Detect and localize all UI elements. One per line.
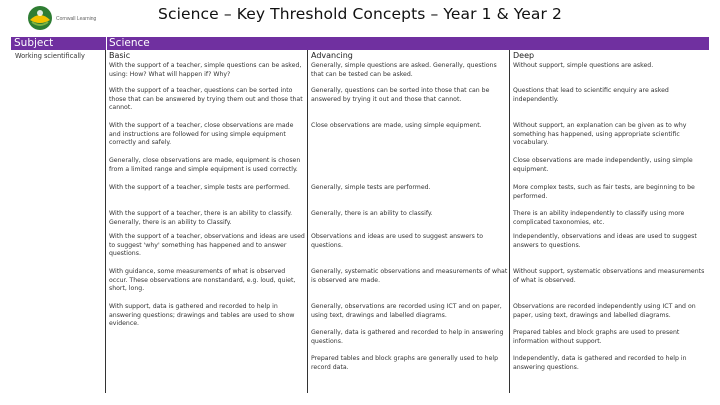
advancing-item: Close observations are made, using simple equipment. — [311, 122, 482, 129]
basic-item: With the support of a teacher, there is an ability to classify. Generally, there is an ability to Classify. — [109, 210, 293, 226]
basic-item: With support, data is gathered and recorded to help in answering questions; drawings and tables are used to show evidence. — [109, 303, 295, 328]
deep-item: There is an ability independently to classify using more complicated taxonomies, etc. — [513, 210, 685, 226]
deep-item: Without support, an explanation can be given as to why something has happened, using appropriate scientific vocabulary. — [513, 122, 687, 147]
deep-item: Independently, observations and ideas are used to suggest answers to questions. — [513, 233, 697, 249]
advancing-item: Generally, simple tests are performed. — [311, 184, 431, 191]
subject-name: Working scientifically — [15, 52, 85, 60]
deep-item: Without support, systematic observations and measurements of what is observed. — [513, 268, 705, 284]
deep-item: Questions that lead to scientific enquiry are asked independently. — [513, 87, 669, 103]
deep-item: Without support, simple questions are asked. — [513, 62, 654, 69]
advancing-item: Generally, systematic observations and measurements of what is observed are made. — [311, 268, 508, 284]
advancing-item: Prepared tables and block graphs are generally used to help record data. — [311, 355, 499, 371]
advancing-item: Generally, observations are recorded using ICT and on paper, using text, drawings and labelled diagrams. — [311, 303, 502, 319]
deep-item: Independently, data is gathered and recorded to help in answering questions. — [513, 355, 687, 371]
column-heading-advancing: Advancing — [311, 51, 353, 60]
basic-item: With the support of a teacher, questions can be sorted into those that can be answered by trying them out and those that cannot. — [109, 87, 303, 112]
header-divider — [106, 37, 107, 50]
basic-item: With guidance, some measurements of what is observed occur. These observations are nonstandard, e.g. loud, quiet, short, long. — [109, 268, 296, 293]
science-header: Science — [109, 37, 150, 49]
column-divider — [509, 50, 510, 393]
basic-item: With the support of a teacher, simple tests are performed. — [109, 184, 291, 191]
subject-header: Subject — [14, 37, 54, 49]
basic-item: With the support of a teacher, observations and ideas are used to suggest 'why' something has happened and to answer questions. — [109, 233, 305, 258]
advancing-item: Generally, data is gathered and recorded to help in answering questions. — [311, 329, 504, 345]
advancing-item: Observations and ideas are used to suggest answers to questions. — [311, 233, 484, 249]
advancing-item: Generally, questions can be sorted into those that can be answered by trying it out and those that cannot. — [311, 87, 490, 103]
deep-item: Close observations are made independently, using simple equipment. — [513, 157, 693, 173]
logo-text: Cornwall Learning — [56, 16, 97, 22]
basic-item: With the support of a teacher, simple questions can be asked, using: How? What will happen if? Why? — [109, 62, 302, 78]
deep-item: Observations are recorded independently using ICT and on paper, using text, drawings and labelled diagrams. — [513, 303, 696, 319]
basic-item: With the support of a teacher, close observations are made and instructions are followed for using simple equipment correctly and safely. — [109, 122, 294, 147]
advancing-item: Generally, there is an ability to classify. — [311, 210, 433, 217]
column-heading-deep: Deep — [513, 51, 535, 60]
advancing-item: Generally, simple questions are asked. Generally, questions that can be tested can be asked. — [311, 62, 497, 78]
basic-item: Generally, close observations are made, equipment is chosen from a limited range and simple equipment is used correctly. — [109, 157, 301, 173]
header-bar — [11, 37, 709, 50]
column-heading-basic: Basic — [109, 51, 131, 60]
deep-item: More complex tests, such as fair tests, are beginning to be performed. — [513, 184, 695, 200]
deep-item: Prepared tables and block graphs are used to present information without support. — [513, 329, 680, 345]
column-divider — [105, 50, 106, 393]
page-title: Science – Key Threshold Concepts – Year 1 & Year 2 — [158, 5, 562, 23]
column-divider — [307, 50, 308, 393]
